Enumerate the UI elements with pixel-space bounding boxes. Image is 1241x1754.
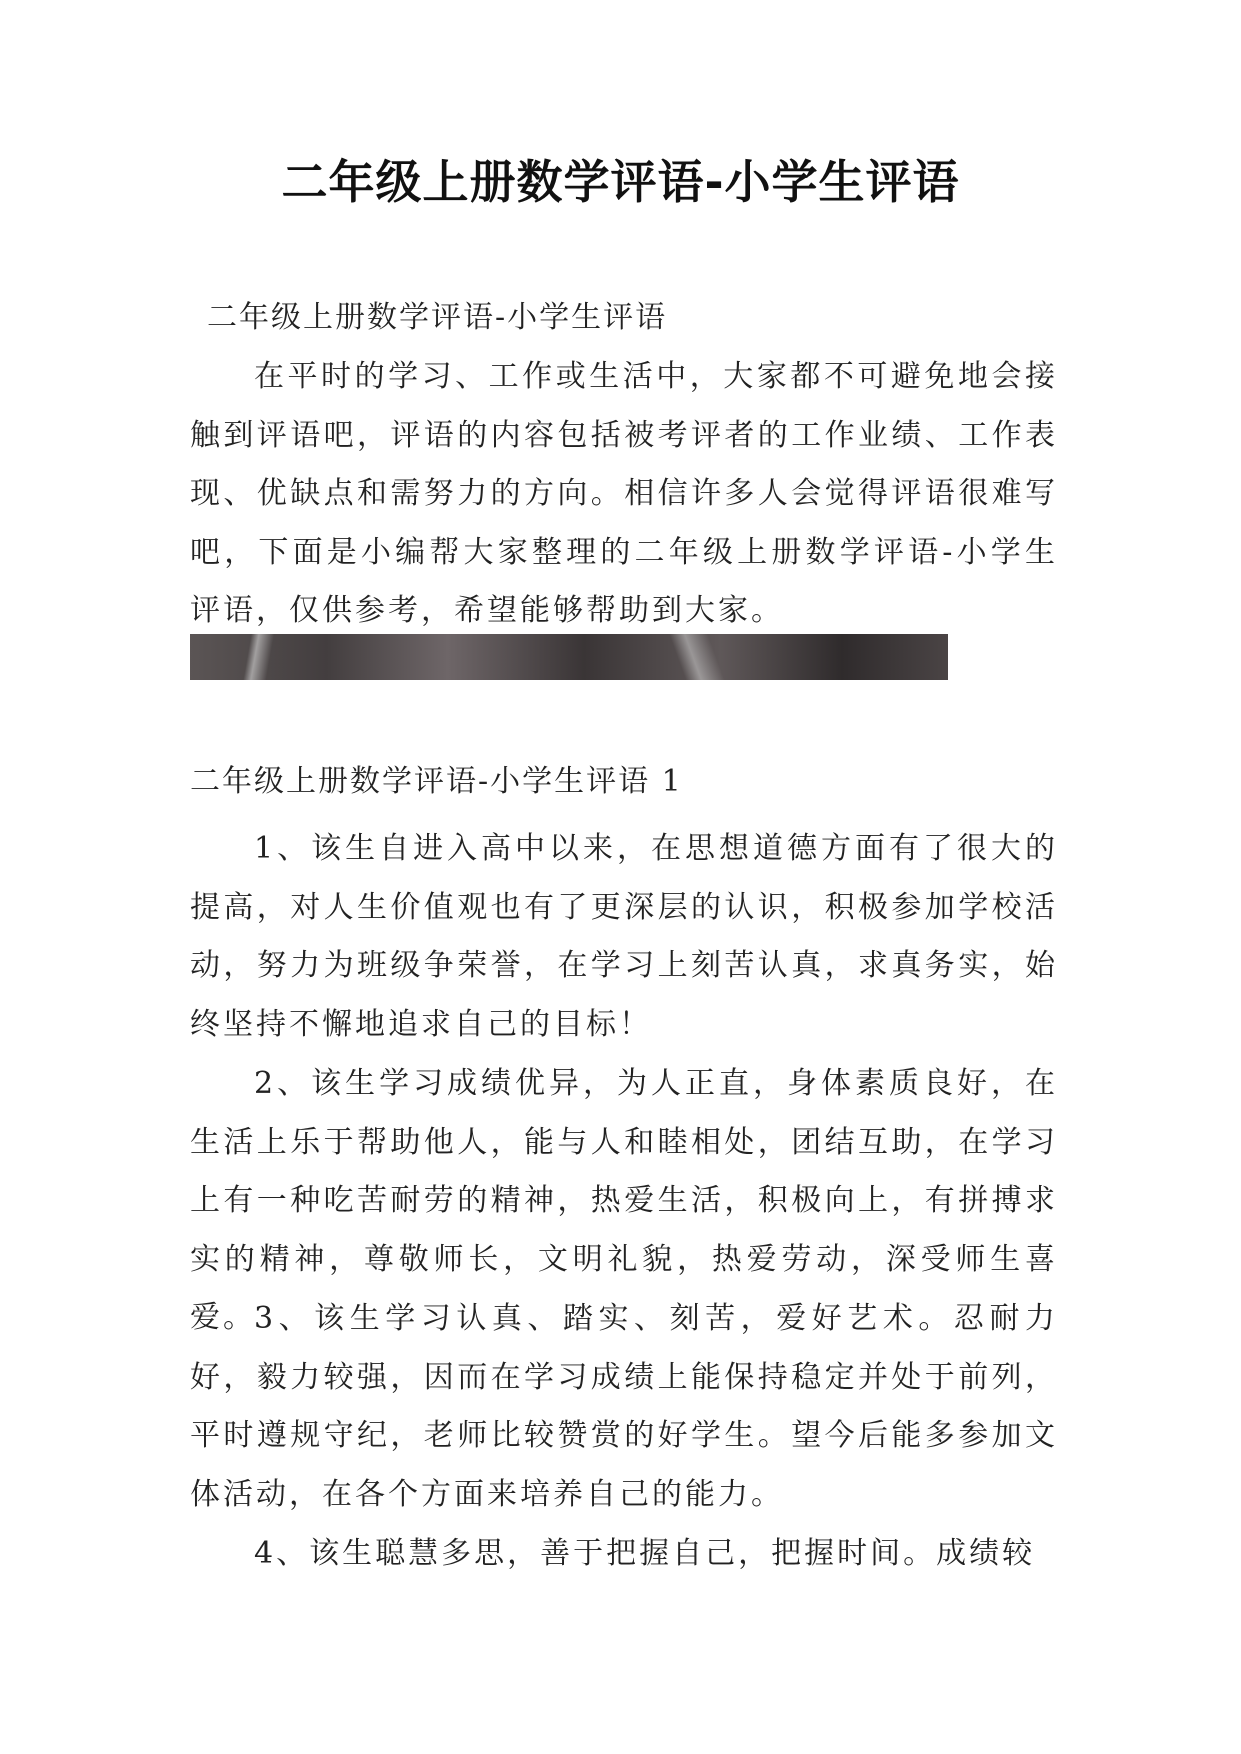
comment-item-3: 3、该生学习认真、踏实、刻苦，爱好艺术。忍耐力好，毅力较强，因而在学习成绩上能保持稳定并处于前列，平时遵规守纪，老师比较赞赏的好学生。望今后能多参加文体活动，在各个方面来培养自己的能力。 (190, 1301, 1058, 1512)
section-heading: 二年级上册数学评语-小学生评语 1 (190, 764, 683, 799)
comment-item-1: 1、该生自进入高中以来，在思想道德方面有了很大的提高，对人生价值观也有了更深层的认识，积极参加学校活动，努力为班级争荣誉，在学习上刻苦认真，求真务实，始终坚持不懈地追求自己的目标！ (190, 831, 1058, 1042)
comment-item-2: 2、该生学习成绩优异，为人正直，身体素质良好，在生活上乐于帮助他人，能与人和睦相处，团结互助，在学习上有一种吃苦耐劳的精神，热爱生活，积极向上，有拼搏求实的精神，尊敬师长，文明礼貌，热爱劳动，深受师生喜爱。 (190, 1066, 1058, 1335)
document-title: 二年级上册数学评语-小学生评语 (281, 155, 960, 209)
document-subtitle: 二年级上册数学评语-小学生评语 (207, 300, 668, 335)
intro-paragraph: 在平时的学习、工作或生活中，大家都不可避免地会接触到评语吧，评语的内容包括被考评者的工作业绩、工作表现、优缺点和需努力的方向。相信许多人会觉得评语很难写吧，下面是小编帮大家整理的二年级上册数学评语-小学生评语，仅供参考，希望能够帮助到大家。 (190, 359, 1058, 628)
comment-item-4: 4、该生聪慧多思，善于把握自己，把握时间。成绩较 (254, 1536, 1036, 1571)
cropped-photo (190, 634, 948, 680)
